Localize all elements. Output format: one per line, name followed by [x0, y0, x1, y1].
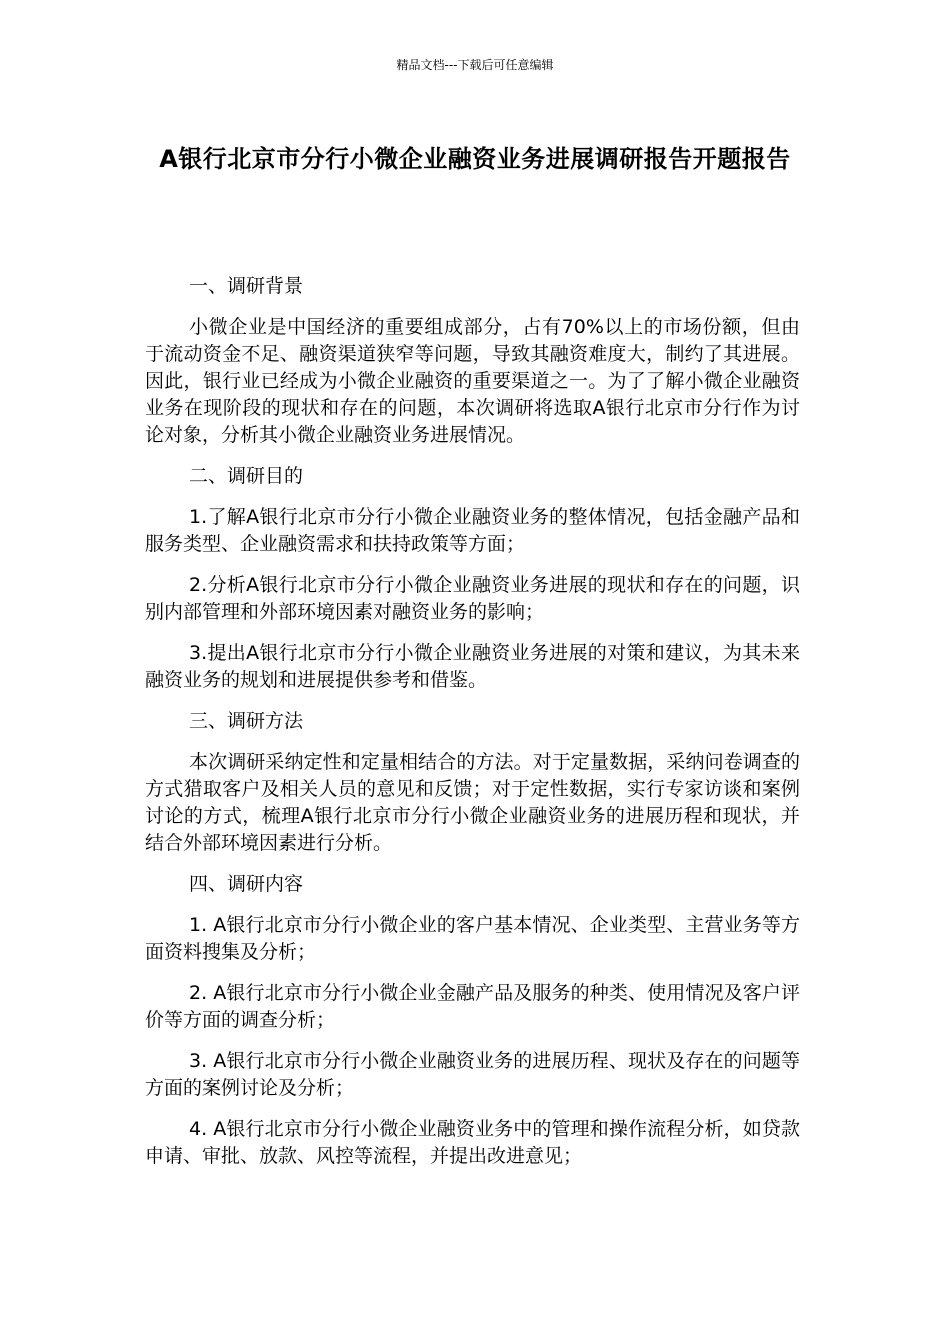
section-heading-content: 四、调研内容	[189, 873, 304, 895]
paragraph-background: 小微企业是中国经济的重要组成部分，占有70%以上的市场份额，但由于流动资金不足、融资渠道狭窄等问题，导致其融资难度大，制约了其进展。因此，银行业已经成为小微企业融资的重要渠道之一。为了了解小微企业融资业务在现阶段的现状和存在的问题，本次调研将选取A银行北京市分行作为讨论对象，分析其小微企业融资业务进展情况。	[145, 316, 800, 446]
paragraph-method: 本次调研采纳定性和定量相结合的方法。对于定量数据，采纳问卷调查的方式猎取客户及相关人员的意见和反馈；对于定性数据，实行专家访谈和案例讨论的方式，梳理A银行北京市分行小微企业融资业务的进展历程和现状，并结合外部环境因素进行分析。	[145, 751, 800, 854]
list-item-purpose-2: 2.分析A银行北京市分行小微企业融资业务进展的现状和存在的问题，识别内部管理和外部环境因素对融资业务的影响；	[145, 574, 800, 623]
page-header: 精品文档---下载后可任意编辑	[396, 58, 554, 72]
list-item-purpose-3: 3.提出A银行北京市分行小微企业融资业务进展的对策和建议，为其未来融资业务的规划和进展提供参考和借鉴。	[145, 642, 800, 691]
list-item-content-4: 4. A银行北京市分行小微企业融资业务中的管理和操作流程分析，如贷款申请、审批、放款、风控等流程，并提出改进意见；	[145, 1118, 800, 1167]
section-heading-purpose: 二、调研目的	[189, 465, 304, 487]
list-item-purpose-1: 1.了解A银行北京市分行小微企业融资业务的整体情况，包括金融产品和服务类型、企业融资需求和扶持政策等方面；	[145, 506, 800, 555]
section-heading-method: 三、调研方法	[189, 710, 304, 732]
section-heading-background: 一、调研背景	[189, 275, 304, 297]
document-title: A银行北京市分行小微企业融资业务进展调研报告开题报告	[159, 145, 791, 173]
document-body	[145, 273, 800, 1184]
list-item-content-1: 1. A银行北京市分行小微企业的客户基本情况、企业类型、主营业务等方面资料搜集及分析；	[145, 914, 800, 963]
list-item-content-2: 2. A银行北京市分行小微企业金融产品及服务的种类、使用情况及客户评价等方面的调查分析；	[145, 982, 800, 1031]
list-item-content-3: 3. A银行北京市分行小微企业融资业务的进展历程、现状及存在的问题等方面的案例讨论及分析；	[145, 1050, 800, 1099]
